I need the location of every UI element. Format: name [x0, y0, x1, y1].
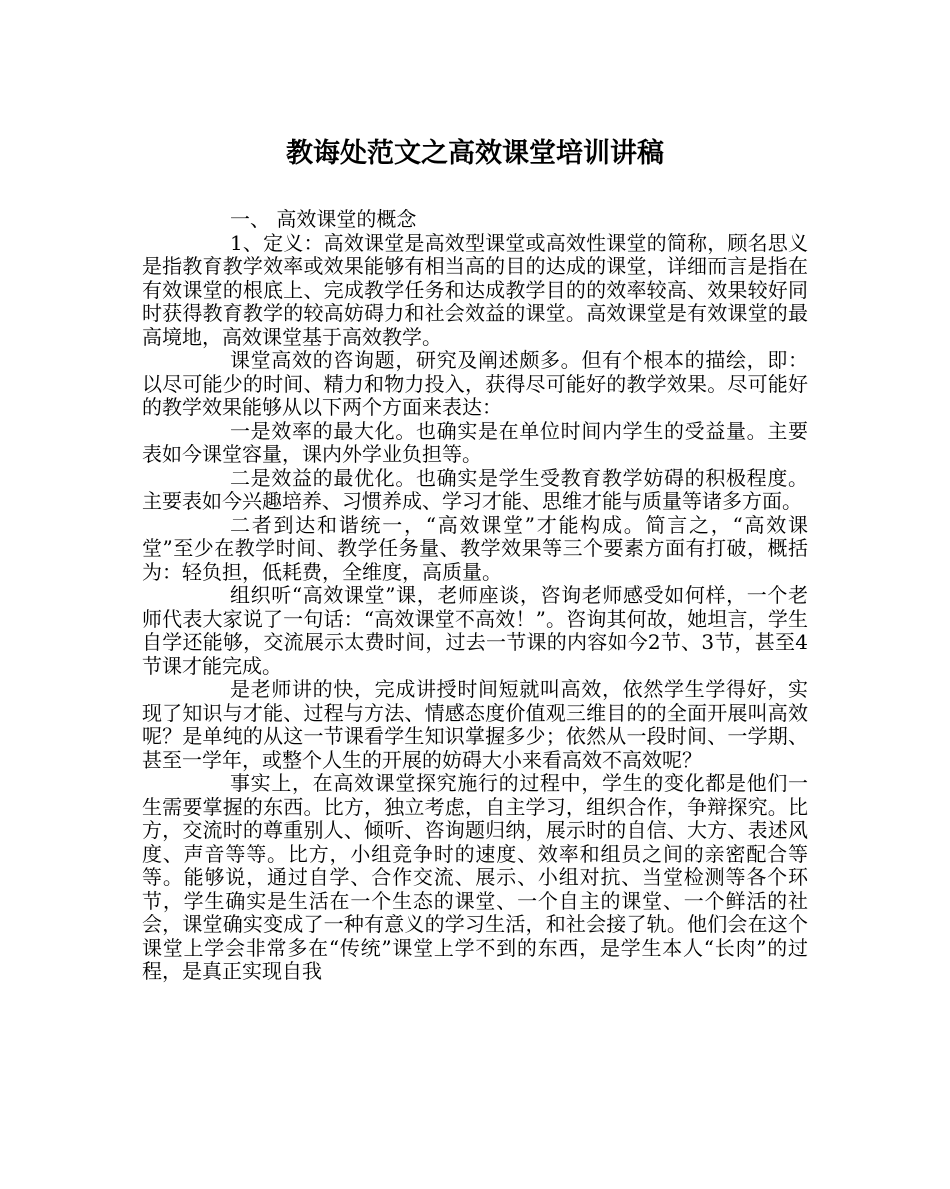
paragraph: 组织听“高效课堂”课，老师座谈，咨询老师感受如何样，一个老师代表大家说了一句话：“高效课堂不高效！”。咨询其何故，她坦言，学生自学还能够，交流展示太费时间，过去一节课的内容如今2节、3节，甚至4节课才能完成。	[142, 583, 808, 678]
document-body	[142, 208, 808, 984]
paragraph: 一是效率的最大化。也确实是在单位时间内学生的受益量。主要表如今课堂容量，课内外学业负担等。	[142, 418, 808, 466]
paragraph: 是老师讲的快，完成讲授时间短就叫高效，依然学生学得好，实现了知识与才能、过程与方法、情感态度价值观三维目的的全面开展叫高效呢？是单纯的从这一节课看学生知识掌握多少；依然从一段时间、一学期、甚至一学年，或整个人生的开展的妨碍大小来看高效不高效呢？	[142, 677, 808, 772]
paragraph: 课堂高效的咨询题，研究及阐述颇多。但有个根本的描绘，即：以尽可能少的时间、精力和物力投入，获得尽可能好的教学效果。尽可能好的教学效果能够从以下两个方面来表达：	[142, 348, 808, 419]
paragraph: 1、定义：高效课堂是高效型课堂或高效性课堂的简称，顾名思义是指教育教学效率或效果能够有相当高的目的达成的课堂，详细而言是指在有效课堂的根底上、完成教学任务和达成教学目的的效率较高、效果较好同时获得教育教学的较高妨碍力和社会效益的课堂。高效课堂是有效课堂的最高境地，高效课堂基于高效教学。	[142, 230, 808, 349]
paragraph: 二是效益的最优化。也确实是学生受教育教学妨碍的积极程度。主要表如今兴趣培养、习惯养成、学习才能、思维才能与质量等诸多方面。	[142, 465, 808, 513]
section-heading: 一、 高效课堂的概念	[230, 207, 417, 231]
paragraph: 事实上，在高效课堂探究施行的过程中，学生的变化都是他们一生需要掌握的东西。比方，独立考虑，自主学习，组织合作，争辩探究。比方，交流时的尊重别人、倾听、咨询题归纳，展示时的自信、大方、表述风度、声音等等。比方，小组竞争时的速度、效率和组员之间的亲密配合等等。能够说，通过自学、合作交流、展示、小组对抗、当堂检测等各个环节，学生确实是生活在一个生态的课堂、一个自主的课堂、一个鲜活的社会，课堂确实变成了一种有意义的学习生活，和社会接了轨。他们会在这个课堂上学会非常多在“传统”课堂上学不到的东西，是学生本人“长肉”的过程，是真正实现自我	[142, 771, 808, 983]
paragraph: 二者到达和谐统一，“高效课堂”才能构成。简言之，“高效课堂”至少在教学时间、教学任务量、教学效果等三个要素方面有打破，概括为：轻负担，低耗费，全维度，高质量。	[142, 512, 808, 584]
document-title: 教诲处范文之高效课堂培训讲稿	[286, 138, 664, 169]
